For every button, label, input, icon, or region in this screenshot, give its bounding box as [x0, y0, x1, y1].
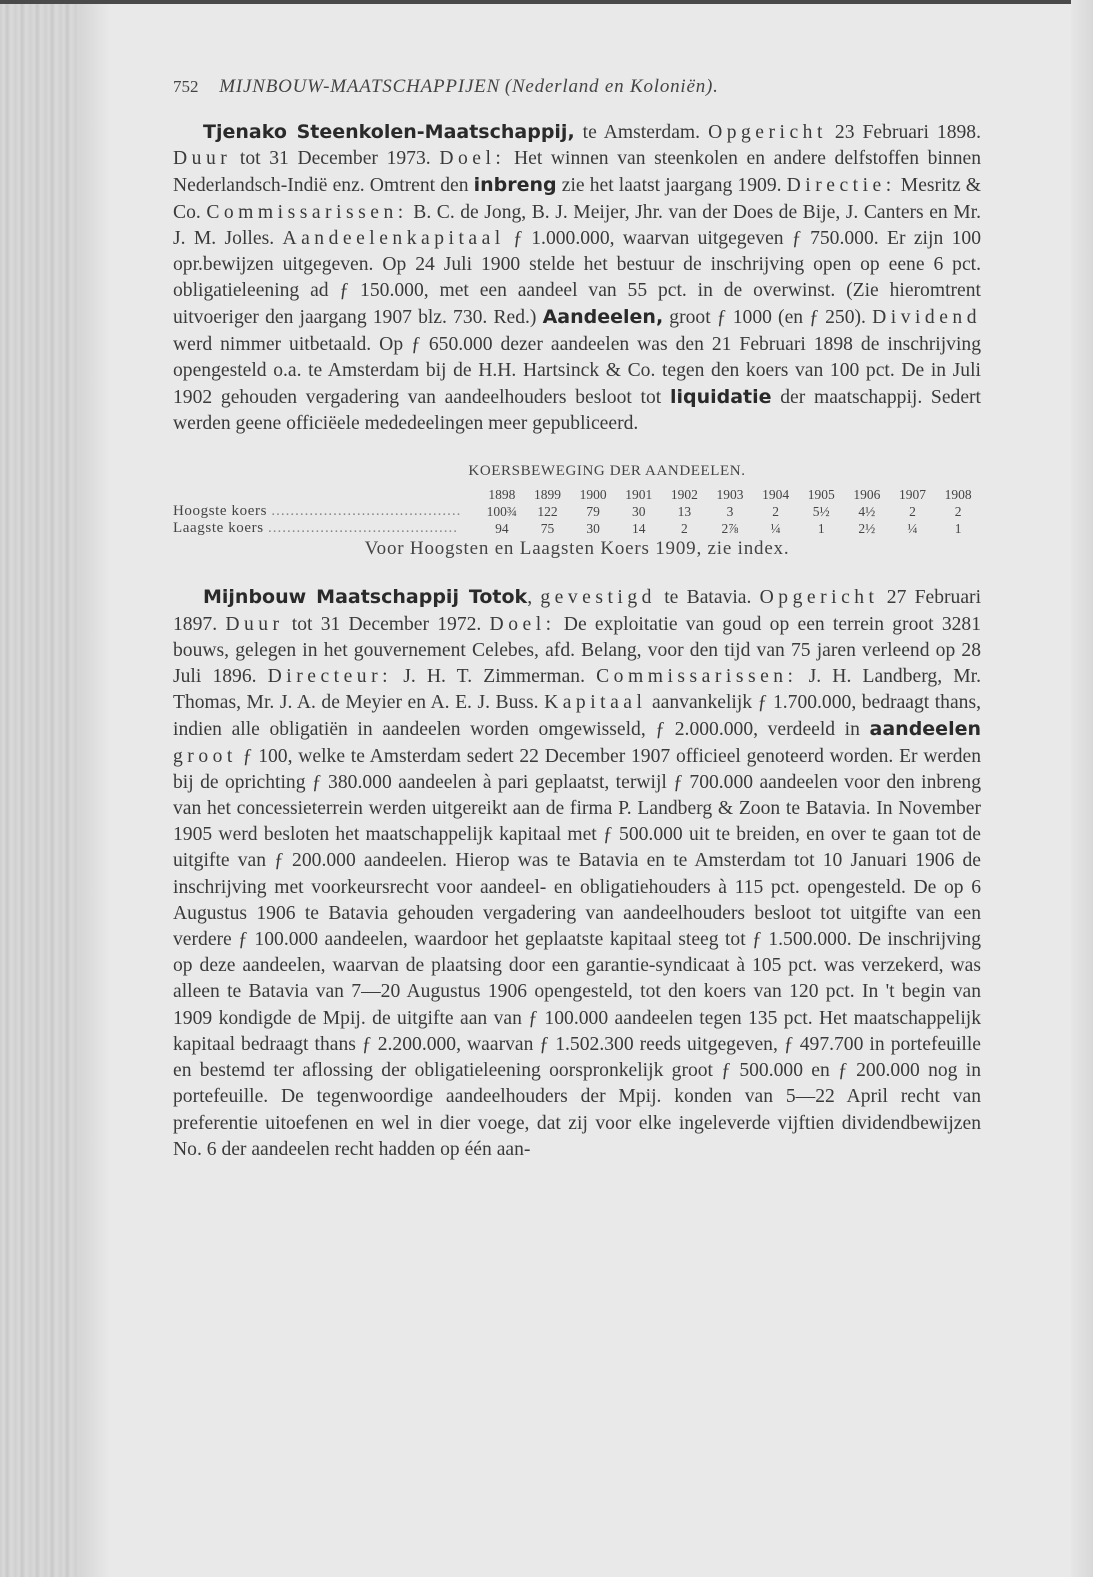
table-cell: 2⅞ — [721, 521, 739, 537]
koers-table — [173, 486, 981, 537]
running-head — [173, 76, 981, 98]
entry-text: zie het laatst jaargang 1909. — [556, 175, 787, 197]
table-cell: 30 — [631, 504, 646, 520]
year-header: 1908 — [944, 487, 972, 503]
running-subtitle: (Nederland en Koloniën). — [504, 76, 719, 97]
table-cell: 13 — [677, 504, 692, 520]
entry-text: 23 Februari 1898. — [826, 122, 981, 143]
table-row-laagste — [173, 520, 981, 537]
field-label: Commissarissen: — [206, 201, 408, 223]
year-header: 1900 — [579, 487, 607, 503]
row-label: Hoogste koers ........................................ — [173, 503, 462, 520]
entry-text: te Amsterdam. — [574, 122, 709, 143]
field-label: Opgericht — [759, 587, 879, 609]
field-label: Aandeelenkapitaal — [282, 227, 505, 249]
page-content — [173, 76, 981, 1163]
entry-text: De exploitatie van goud op een terrein groot 3281 bouws, gelegen in het gouvernement Celebes, afd. Belang, voor den tijd van 75 jaren verleend op 28 Juli 1896. — [173, 613, 982, 688]
field-label: Doel: — [439, 148, 506, 170]
year-header: 1898 — [488, 487, 516, 503]
binding-fade — [80, 4, 110, 1577]
keyword-inbreng: inbreng — [473, 174, 557, 197]
table-cell: 2 — [680, 521, 688, 537]
entry-text: J. H. T. Zimmerman. — [392, 666, 597, 688]
table-cell: 94 — [495, 521, 509, 537]
scan-top-edge — [0, 0, 1093, 4]
year-header: 1903 — [716, 487, 744, 503]
year-header: 1907 — [898, 487, 926, 503]
keyword-liquidatie: liquidatie — [669, 386, 772, 409]
entry-text: tot 31 December 1972. — [283, 613, 490, 635]
field-label: Directie: — [786, 175, 896, 197]
entry-text: , — [527, 587, 541, 609]
year-header: 1902 — [670, 487, 698, 503]
field-label: Dividend — [872, 307, 982, 329]
entry-text: 27 Februari 1897. — [173, 587, 982, 635]
entry-text: der maatschappij. Sedert werden geene officiëele mededeelingen meer gepubliceerd. — [173, 387, 981, 435]
table-cell: 2 — [954, 504, 962, 520]
entry-text: ƒ 100, welke te Amsterdam sedert 22 December 1907 officieel genoteerd worden. Er werden bij de oprichting ƒ 380.000 aandeelen à pari geplaatst, terwijl ƒ 700.000 aandeelen voor den inbreng van het concessieterrein werden uitgereikt aan de firma P. Landberg & Zoon te Batavia. In November 1905 werd besloten het maatschappelijk kapitaal met ƒ 500.000 uit te breiden, en over te gaan tot de uitgifte van ƒ 200.000 aandeelen. Hierop was te Batavia en te Amsterdam tot 10 Januari 1906 de inschrijving met voorkeursrecht voor aandeel- en obligatiehouders à 115 pct. opengesteld. De op 6 Augustus 1906 te Batavia gehouden vergadering van aandeelhouders besloot tot uitgifte van een verdere ƒ 100.000 aandeelen, waardoor het geplaatste kapitaal steeg tot ƒ 1.500.000. De inschrijving op deze aandeelen, waarvan de plaatsing door een garantie-syndicaat à 105 pct. was verzekerd, was alleen te Batavia van 7—20 Augustus 1906 opengesteld, tot den koers van 120 pct. In 't begin van 1909 kondigde de Mpij. de uitgifte aan van ƒ 100.000 aandeelen tegen 135 pct. Het maatschappelijk kapitaal bedraagt thans ƒ 2.200.000, waarvan ƒ 1.502.300 reeds uitgegeven, ƒ 497.700 in portefeuille en bestemd ter aflossing der obligatieleening oorspronkelijk groot ƒ 500.000 en ƒ 200.000 nog in portefeuille. De tegenwoordige aandeelhouders der Mpij. konden van 5—22 April recht van preferentie uitoefenen en wel in dier voege, dat zij voor elke ingeleverde vijftien dividendbewijzen No. 6 der aandeelen recht hadden op één aan- — [173, 745, 981, 1160]
table-cell: 75 — [540, 521, 555, 537]
field-label: Duur — [173, 148, 232, 170]
entry-text: Het winnen van steenkolen en andere delfstoffen binnen Nederlandsch-Indië enz. Omtrent den — [173, 148, 981, 197]
field-label: groot — [173, 745, 237, 767]
entry-tjenako — [173, 119, 981, 437]
table-cell: 2 — [772, 504, 779, 520]
table-cell: 4½ — [858, 504, 876, 520]
company-name: Mijnbouw Maatschappij Totok — [203, 586, 528, 609]
page-number: 752 — [173, 77, 199, 96]
table-cell: ¼ — [907, 521, 918, 537]
table-title: KOERSBEWEGING DER AANDEELEN. — [468, 463, 746, 480]
entry-text: aanvankelijk ƒ 1.700.000, bedraagt thans, indien alle obligatiën in aandeelen worden omgewisseld, ƒ 2.000.000, verdeeld in — [173, 692, 981, 741]
keyword-aandeelen: aandeelen — [869, 718, 981, 741]
table-cell: 1 — [817, 521, 825, 537]
year-header: 1904 — [762, 487, 790, 503]
entry-text: te Batavia. — [655, 587, 760, 609]
entry-text: Mesritz & Co. — [173, 175, 982, 223]
table-cell: 100¾ — [486, 504, 518, 520]
table-header-row — [173, 486, 981, 503]
field-label: gevestigd — [540, 587, 656, 609]
entry-text: B. C. de Jong, B. J. Meijer, Jhr. van der Does de Bije, J. Canters en Mr. J. M. Jolles. — [173, 201, 982, 249]
field-label: Opgericht — [708, 122, 827, 143]
table-cell: 5½ — [812, 504, 830, 520]
table-cell: 2 — [909, 504, 916, 520]
running-title: MIJNBOUW-MAATSCHAPPIJEN — [219, 76, 501, 97]
entry-text: ƒ 1.000.000, waarvan uitgegeven ƒ 750.000. Er zijn 100 opr.bewijzen uitgegeven. Op 24 Juli 1900 stelde het bestuur de inschrijving open op eene 6 pct. obligatieleening ad ƒ 150.000, met een aandeel van 55 pct. in de overwinst. (Zie hieromtrent uitvoeriger den jaargang 1907 blz. 730. Red.) — [173, 227, 981, 329]
entry-text: tot 31 December 1973. — [231, 148, 440, 170]
table-note: Voor Hoogsten en Laagsten Koers 1909, zie index. — [364, 538, 790, 560]
entry-text: werd nimmer uitbetaald. Op ƒ 650.000 dezer aandeelen was den 21 Februari 1898 de inschrijving opengesteld o.a. te Amsterdam bij de H.H. Hartsinck & Co. tegen den koers van 100 pct. De in Juli 1902 gehouden vergadering van aandeelhouders besloot tot — [173, 333, 981, 409]
field-label: Duur — [225, 613, 284, 635]
keyword-aandeelen: Aandeelen, — [542, 306, 664, 329]
field-label: Kapitaal — [544, 692, 647, 714]
table-cell: 14 — [631, 521, 646, 537]
field-label: Directeur: — [267, 666, 393, 688]
entry-text: groot ƒ 1000 (en ƒ 250). — [663, 307, 873, 329]
row-label: Laagste koers ........................................ — [173, 520, 459, 537]
table-cell: 2½ — [858, 521, 876, 537]
year-header: 1906 — [853, 487, 881, 503]
table-cell: ¼ — [770, 521, 781, 537]
field-label: Doel: — [489, 613, 556, 635]
entry-text: J. H. Landberg, Mr. Thomas, Mr. J. A. de Meyier en A. E. J. Buss. — [173, 666, 981, 714]
entry-totok — [173, 584, 981, 1162]
table-row-hoogste — [173, 503, 981, 520]
company-name: Tjenako Steenkolen-Maatschappij, — [203, 121, 575, 143]
koers-table-section — [173, 463, 981, 560]
book-binding-shadow — [0, 4, 80, 1577]
year-header: 1899 — [533, 487, 561, 503]
table-cell: 122 — [537, 504, 558, 520]
field-label: Commissarissen: — [596, 666, 798, 688]
table-cell: 30 — [586, 521, 600, 537]
table-cell: 3 — [726, 504, 734, 520]
page-right-edge — [1071, 0, 1093, 1577]
table-cell: 1 — [954, 521, 962, 537]
year-header: 1901 — [625, 487, 653, 503]
year-header: 1905 — [807, 487, 835, 503]
table-cell: 79 — [586, 504, 600, 520]
